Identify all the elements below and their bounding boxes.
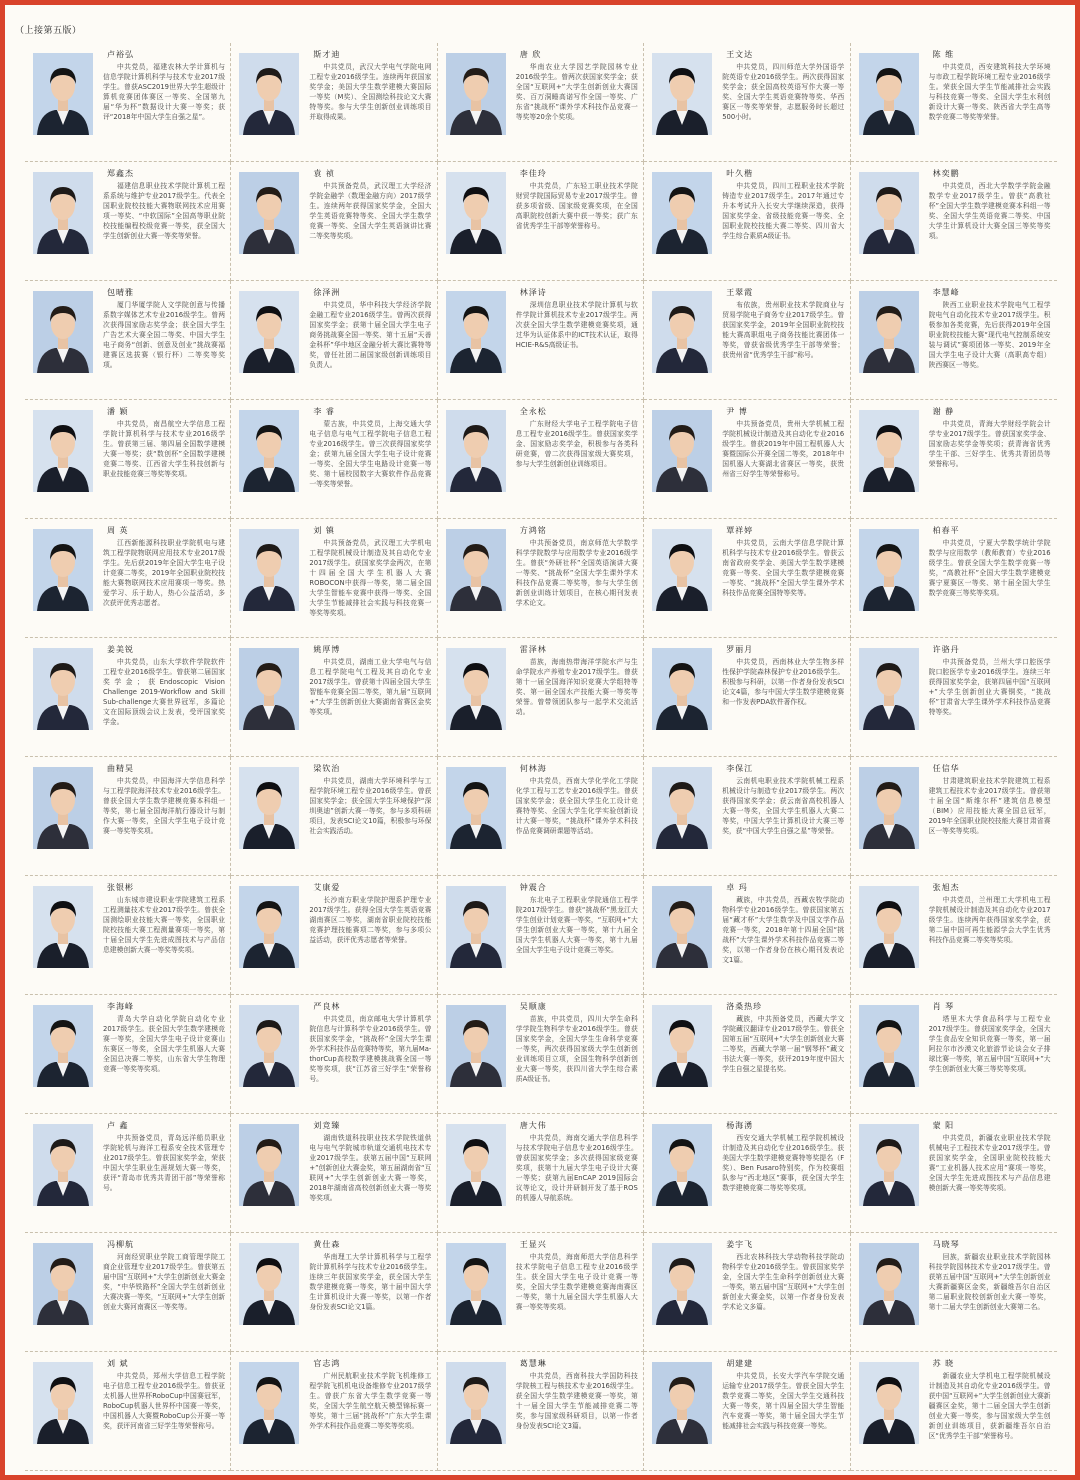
student-portrait <box>652 1005 712 1087</box>
student-bio: 中共党员，四川师范大学外国语学院英语专业2016级学生。两次获得国家奖学金；获全国高校英语写作大赛一等奖、全国大学生英语竞赛特等奖、华西赛区一等奖等荣誉，志愿服务时长超过500小时。 <box>722 63 845 121</box>
student-name: 吴顺康 <box>519 1002 547 1011</box>
student-portrait <box>859 53 919 135</box>
student-bio: 中共党员，南京邮电大学计算机学院信息与计算科学专业2016级学生。曾获国家奖学金，“挑战杯”全国大学生课外学术科技作品竞赛特等奖，第九届Ma-thorCup高校数学建模挑战赛全国一等奖等奖项，获“江苏省三好学生”荣誉称号。 <box>309 1015 432 1083</box>
student-bio: 华南农业大学园艺学院园林专业2016级学生。曾两次获国家奖学金；获全国“互联网+”大学生创新创业大赛国奖、百万洞睡高诺写作全国一等奖、广东省“挑战杯”课外学术科技作品竞赛一等奖等20余个奖项。 <box>515 63 638 121</box>
student-bio: 广东财经大学电子工程学院电子信息工程专业2016级学生。曾获国家奖学金、国家励志奖学金，积极参与各类科研竞赛，曾二次获得国家级大赛奖项，参与大学生创新创业训练项目。 <box>515 420 638 468</box>
student-portrait <box>652 410 712 492</box>
student-card <box>438 281 644 400</box>
student-card <box>25 1352 231 1471</box>
student-bio: 东北电子工程职业学院通信工程学院2017级学生。曾获“挑战杯”黑龙江大学生创业计划竞赛一等奖，“互联网+”大学生创新创业大赛一等奖，第十九届全国大学生机器人大赛一等奖，第十九届全国大学生电子设计竞赛三等奖。 <box>515 896 638 954</box>
student-bio: 中共预备党员，武汉理工大学机电工程学院机械设计制造及其自动化专业2017级学生。获国家奖学金两次，在第十四届全国大学生机器人大赛ROBOCON中获得一等奖，第二届全国大学生智能车竞赛中获得一等奖、全国大学生节能减排社会实践与科技竞赛一等奖等奖项。 <box>309 539 432 617</box>
student-card <box>231 1233 437 1352</box>
student-bio: 山东城市建设职业学院建筑工程系工程测量技术专业2017级学生。曾获全国测绘职业技能大赛一等奖，全国职业院校技能大赛工程测量赛项一等奖，第十届全国大学生先进成图技术与产品信息建模创新大赛一等奖等奖项。 <box>103 896 225 954</box>
student-bio: 新疆农业大学机电工程学院机械设计制造及其自动化专业2016级学生。曾获中国“互联网+”大学生创新创业大赛新疆赛区金奖，第十二届全国大学生创新创业大赛一等奖，参与国家级大学生创新创业训练项目，获新疆维吾尔自治区“优秀学生干部”荣誉称号。 <box>928 1372 1051 1440</box>
student-name: 姜美锐 <box>107 645 134 654</box>
student-card <box>644 162 850 281</box>
student-card <box>644 995 850 1114</box>
student-card <box>438 1114 644 1233</box>
student-bio: 回族，新疆农业职业技术学院园林科技学院园林技术专业2017级学生。曾获第五届中国“互联网+”大学生创新创业大赛新疆赛区金奖，新疆维吾尔自治区第二届职业院校创新创业大赛一等奖，第十二届大学生创新创业大赛第二名。 <box>928 1253 1051 1311</box>
student-bio: 中共党员，兰州理工大学机电工程学院机械设计制造及其自动化专业2017级学生。连续两年获得国家奖学金，获第二届中国可再生能源学会大学生优秀科技作品竞赛二等奖等奖项。 <box>928 896 1051 944</box>
student-card <box>25 281 231 400</box>
student-card <box>25 1114 231 1233</box>
student-portrait <box>859 767 919 849</box>
student-bio: 中共预备党员，武汉理工大学经济学院金融学（数理金融方向）2017级学生。连续两年获得国家奖学金，全国大学生英语竞赛特等奖、全国大学生数学竞赛一等奖、全国大学生英语演讲比赛二等奖等奖项。 <box>309 182 432 240</box>
student-bio: 中共预备党员，贵州大学机械工程学院机械设计制造及其自动化专业2016级学生。曾获2019年中国工程机器人大赛暨国际公开赛全国二等奖，2018年中国机器人大赛湖北省赛区一等奖，获贵州省三好学生等荣誉称号。 <box>722 420 845 478</box>
student-card <box>231 757 437 876</box>
student-name: 唐 欣 <box>519 50 542 59</box>
student-name: 张银彬 <box>107 883 134 892</box>
student-name: 肖 琴 <box>932 1002 955 1011</box>
student-portrait <box>652 767 712 849</box>
student-card <box>231 995 437 1114</box>
student-bio: 中共党员，西北大学数学学院金融数学专业2017级学生。曾获“高教社杯”全国大学生数学建模竞赛本科组一等奖、全国大学生英语竞赛二等奖、中国大学生计算机设计大赛全国三等奖等奖项。 <box>928 182 1051 240</box>
student-portrait <box>239 1243 299 1325</box>
student-name: 官志鸿 <box>313 1359 341 1368</box>
student-card <box>851 638 1057 757</box>
student-bio: 中共党员，山东大学软件学院软件工程专业2016级学生。曾获第二届国家奖学金；获Endoscopic Vision Challenge 2019-Workflow and Skill Sub-challenge大赛世界冠军，多篇论文在国际顶级会议上发表，受评国家奖学金。 <box>103 658 225 726</box>
student-card <box>851 1114 1057 1233</box>
student-portrait <box>652 648 712 730</box>
student-name: 尹 博 <box>726 407 748 416</box>
student-portrait <box>859 529 919 611</box>
student-portrait <box>652 1243 712 1325</box>
student-card <box>25 519 231 638</box>
student-card <box>438 995 644 1114</box>
student-name: 潘 颖 <box>107 407 129 416</box>
student-bio: 中共党员，四川工程职业技术学院铸造专业2017级学生。2017年通过专升本考试升入长安大学继续深造，获得国家奖学金、省级技能竞赛一等奖、全国职业院校技能大赛二等奖、四川省大学生综合素质A级证书。 <box>722 182 845 240</box>
student-portrait <box>446 172 506 254</box>
student-name: 包晴雅 <box>107 288 134 297</box>
student-name: 杨海湧 <box>726 1121 754 1130</box>
student-bio: 苗族，中共党员，四川大学生命科学学院生物科学专业2016级学生。曾获国家奖学金，全国大学生生命科学竞赛一等奖，两次获得国家级大学生创新创业训练项目立项，全国生物科学创新创业大赛一等奖，获四川省大学生综合素质A级证书。 <box>515 1015 638 1083</box>
student-bio: 中共党员，南昌航空大学信息工程学院计算机科学与技术专业2016级学生。曾获第三届、第四届全国数学建模大赛一等奖；获“数创杯”全国数学建模竞赛二等奖、江西省大学生科技创新与职业技能竞赛三等奖等奖项。 <box>103 420 225 478</box>
student-name: 王翠霞 <box>726 288 754 297</box>
student-name: 梁钦治 <box>313 764 341 773</box>
student-card <box>851 281 1057 400</box>
student-card <box>231 519 437 638</box>
student-bio: 长沙南方职业学院护理系护理专业2017级学生。获得全国大学生英语竞赛湖南赛区二等奖，湖南省职业院校技能竞赛护理技能赛项二等奖，参与多项公益活动，获评优秀志愿者等荣誉。 <box>309 896 432 944</box>
student-portrait <box>33 172 93 254</box>
student-name: 卢 鑫 <box>107 1121 129 1130</box>
student-name: 姜宇飞 <box>726 1240 754 1249</box>
student-portrait <box>652 886 712 968</box>
student-portrait <box>446 648 506 730</box>
student-name: 冯柳航 <box>107 1240 134 1249</box>
student-bio: 中共党员，中国海洋大学信息科学与工程学院海洋技术专业2016级学生。曾获全国大学生数学建模竞赛本科组一等奖，第七届全国海洋航行器设计与制作大赛一等奖，全国大学生电子设计竞赛一等奖等奖项。 <box>103 777 225 835</box>
student-bio: 厦门华厦学院人文学院创意与传播系数字媒体艺术专业2016级学生。曾两次获得国家励志奖学金；获全国大学生广告艺术大赛全国二等奖、中国大学生电子商务“创新、创意及创业”挑战赛福建赛区选拔赛（银行杯）二等奖等奖项。 <box>103 301 225 369</box>
student-portrait <box>33 1005 93 1087</box>
student-card <box>851 995 1057 1114</box>
student-bio: 中共党员，湖南工业大学电气与信息工程学院电气工程及其自动化专业2017级学生。曾获第十四届全国大学生智能车竞赛全国二等奖，第九届“互联网+”大学生创新创业大赛湖南省赛区金奖等奖项。 <box>309 658 432 716</box>
student-bio: 西安交通大学机械工程学院机械设计制造及其自动化专业2016级学生。获美国大学生数学建模竞赛特等奖提名（F奖）、Ben Fusaro特别奖，作为校赛组队参与“西北地区”赛事，获全国大学生数学建模竞赛二等奖等奖项。 <box>722 1134 845 1192</box>
student-card <box>644 1114 850 1233</box>
student-name: 方鸿铭 <box>519 526 547 535</box>
student-card <box>644 1233 850 1352</box>
student-name: 刘 镇 <box>313 526 335 535</box>
student-card <box>25 162 231 281</box>
student-portrait <box>446 886 506 968</box>
student-name: 林奕鹏 <box>932 169 960 178</box>
student-bio: 藏族，中共预备党员，西藏大学文学院藏汉翻译专业2017级学生。曾获全国第五届“互联网+”大学生创新创业大赛二等奖，西藏大学第一届“钢琴杯”藏文书法大赛一等奖，获评2019年度中国大学生自强之星提名奖。 <box>722 1015 845 1073</box>
student-portrait <box>239 1362 299 1444</box>
student-name: 刘竞臻 <box>313 1121 341 1130</box>
student-card <box>231 1114 437 1233</box>
student-portrait <box>652 172 712 254</box>
student-card <box>25 995 231 1114</box>
student-card <box>644 43 850 162</box>
student-portrait <box>859 886 919 968</box>
student-name: 曲精昊 <box>107 764 134 773</box>
student-card <box>25 638 231 757</box>
student-portrait <box>652 529 712 611</box>
student-portrait <box>239 53 299 135</box>
student-card <box>231 162 437 281</box>
student-bio: 蒙古族，中共党员，上海交通大学电子信息与电气工程学院电子信息工程专业2016级学生。曾三次获得国家奖学金；获第九届全国大学生电子设计竞赛一等奖、全国大学生电路设计竞赛一等奖、第十届校园数字大赛软件作品竞赛一等奖等荣誉。 <box>309 420 432 488</box>
student-portrait <box>239 529 299 611</box>
student-name: 马晓琴 <box>932 1240 960 1249</box>
student-portrait <box>239 1124 299 1206</box>
student-bio: 中共预备党员，南京师范大学数学科学学院数学与应用数学专业2016级学生。曾获“外研社杯”全国英语演讲大赛一等奖、“挑战杯”全国大学生课外学术科技作品竞赛二等奖等，参与大学生创新创业训练计划项目，在核心期刊发表学术论文。 <box>515 539 638 607</box>
student-name: 王显兴 <box>519 1240 547 1249</box>
student-bio: 中共党员，海南交通大学信息科学与技术学院电子信息专业2016级学生。曾获国家奖学金；多次获得国家级竞赛奖项，获第十九届大学生电子设计大赛一等奖；获第九届EnCAP 2019国际会议等论文，设计并研制开发了基于ROS的机器人导航系统。 <box>515 1134 638 1202</box>
student-card <box>231 1352 437 1471</box>
student-portrait <box>446 291 506 373</box>
student-card <box>644 757 850 876</box>
student-card <box>25 400 231 519</box>
student-card <box>438 519 644 638</box>
student-bio: 中共党员，西安建筑科技大学环境与市政工程学院环境工程专业2016级学生。荣获全国大学生节能减排社会实践与科技竞赛一等奖、全国大学生水利创新设计大赛一等奖、陕西省大学生高等数学竞赛二等奖等荣誉。 <box>928 63 1051 121</box>
student-name: 李慧峰 <box>932 288 960 297</box>
student-card <box>644 400 850 519</box>
student-name: 覃祥婷 <box>726 526 754 535</box>
student-card <box>438 43 644 162</box>
student-card <box>231 638 437 757</box>
student-card <box>438 876 644 995</box>
student-bio: 中共党员，西南大学化学化工学院化学工程与工艺专业2016级学生。曾获国家奖学金；获全国大学生化工设计竞赛特等奖、全国大学生化学实验创新设计大赛一等奖，“挑战杯”课外学术科技作品竞赛调研课题等活动。 <box>515 777 638 835</box>
student-card <box>25 757 231 876</box>
student-bio: 布依族，贵州职业技术学院商业与贸易学院电子商务专业2017级学生。曾获国家奖学金，2019年全国职业院校技能大赛高职组电子商务技能比赛团体一等奖，曾获省级优秀学生干部等荣誉；获贵州省“优秀学生干部”称号。 <box>722 301 845 359</box>
student-card <box>851 757 1057 876</box>
student-name: 姚厚博 <box>313 645 341 654</box>
student-portrait <box>859 172 919 254</box>
student-card <box>438 400 644 519</box>
student-bio: 中共党员，华中科技大学经济学院金融工程专业2016级学生。曾两次获得国家奖学金；获第十届全国大学生电子商务挑战赛全国一等奖、第十五届“天善金科杯”华中地区金融分析大赛比赛特等奖，曾任社团二届国家级创新训练项目负责人。 <box>309 301 432 369</box>
student-portrait <box>446 1005 506 1087</box>
student-portrait <box>446 410 506 492</box>
student-name: 谢 静 <box>932 407 955 416</box>
student-name: 袁 祯 <box>313 169 335 178</box>
student-name: 洛桑热珍 <box>726 1002 763 1011</box>
student-portrait <box>33 53 93 135</box>
student-bio: 中共党员，青海大学财经学院会计学专业2017级学生。曾获国家奖学金、国家励志奖学金等奖项；获青海省优秀学生干部、三好学生、优秀共青团员等荣誉称号。 <box>928 420 1051 468</box>
student-card <box>851 400 1057 519</box>
student-card <box>644 876 850 995</box>
student-portrait <box>33 529 93 611</box>
student-name: 林泽诗 <box>519 288 547 297</box>
student-bio: 中共预备党员，青岛远洋船员职业学院轮机与海洋工程系安全技术管理专业2017级学生。曾获国家奖学金，荣获中国大学生职业生涯规划大赛一等奖，获评“青岛市优秀共青团干部”等荣誉称号。 <box>103 1134 225 1192</box>
student-bio: 塔里木大学食品科学与工程专业2017级学生。曾获国家奖学金，全国大学生食品安全知识竞赛一等奖，第一届阿拉尔市沙漠文化旅游节论谈会女子排球比赛一等奖，第五届中国“互联网+”大学生创新创业大赛三等奖等奖项。 <box>928 1015 1051 1073</box>
student-card <box>231 281 437 400</box>
student-bio: 中共党员，宁夏大学数学统计学院数学与应用数学（教师教育）专业2016级学生。曾获全国大学生数学竞赛一等奖，“高教社杯”全国大学生数学建模竞赛宁夏赛区一等奖、第十届全国大学生数学竞赛三等奖等奖项。 <box>928 539 1051 597</box>
student-portrait <box>239 1005 299 1087</box>
student-card <box>851 519 1057 638</box>
student-bio: 湖南铁道科技职业技术学院铁道供电与电气学院城市轨道交通机电技术专业2017级学生。获第五届中国“互联网+”创新创业大赛金奖，第五届湖南省“互联网+”大学生创新创业大赛一等奖，2018年湖南省高校创新创业大赛一等奖等奖项。 <box>309 1134 432 1202</box>
student-card <box>25 43 231 162</box>
student-portrait <box>33 291 93 373</box>
student-bio: 中共党员，西南林业大学生物多样性保护学院森林保护专业2016级学生。积极参与科研，以第一作者身份发表SCI论文4篇，参与中国大学生数学建模竞赛和一作发表PDA软件著作权。 <box>722 658 845 706</box>
student-portrait <box>33 1124 93 1206</box>
student-portrait <box>239 648 299 730</box>
student-name: 郑鑫杰 <box>107 169 134 178</box>
student-name: 任信华 <box>932 764 960 773</box>
student-card <box>851 1233 1057 1352</box>
student-portrait <box>446 529 506 611</box>
student-portrait <box>446 53 506 135</box>
student-name: 罗丽月 <box>726 645 754 654</box>
student-name: 陈 维 <box>932 50 955 59</box>
student-portrait <box>859 291 919 373</box>
student-name: 严良林 <box>313 1002 341 1011</box>
student-card <box>438 1352 644 1471</box>
student-name: 何林海 <box>519 764 547 773</box>
student-portrait <box>33 767 93 849</box>
student-bio: 青岛大学自动化学院自动化专业2017级学生。获全国大学生数学建模竞赛一等奖，全国大学生电子设计竞赛山东赛区一等奖，全国大学生机器人大赛全国总决赛二等奖，山东省大学生物理竞赛一等奖等奖项。 <box>103 1015 225 1073</box>
student-card <box>644 1352 850 1471</box>
student-bio: 中共党员，海南师范大学信息科学技术学院电子信息工程专业2016级学生。获全国大学生电子设计竞赛一等奖，全国大学生数学建模竞赛海南赛区一等奖，第十九届全国大学生机器人大赛一等奖等奖项。 <box>515 1253 638 1311</box>
student-portrait <box>239 172 299 254</box>
student-card <box>231 400 437 519</box>
student-bio: 中共党员，武汉大学电气学院电网工程专业2016级学生。连续两年获国家奖学金；美国大学生数学建模大赛国际一等奖（M奖）、全国测绘科技论文大赛特等奖。参与大学生创新创业训练项目并取得成果。 <box>309 63 432 121</box>
student-name: 卢裕弘 <box>107 50 134 59</box>
student-bio: 西北农林科技大学动物科技学院动物科学专业2016级学生。曾获国家奖学金，全国大学生生命科学创新创业大赛一等奖，第五届中国“互联网+”大学生创新创业大赛金奖，以第一作者身份发表学术论文多篇。 <box>722 1253 845 1311</box>
page-continuation-label: （上接第五版） <box>15 26 82 36</box>
student-portrait <box>33 410 93 492</box>
student-portrait <box>859 410 919 492</box>
student-bio: 甘肃建筑职业技术学院建筑工程系建筑工程技术专业2017级学生。曾获第十届全国“斯维尔杯”建筑信息模型（BIM）应用技能大赛全国总冠军，2019年全国职业院校技能大赛甘肃省赛区一等奖等奖项。 <box>928 777 1051 835</box>
student-bio: 中共党员，西南科技大学国防科技学院核工程与核技术专业2016级学生。获全国大学生数学建模竞赛一等奖，第十一届全国大学生节能减排竞赛二等奖，参与国家级科研项目，以第一作者身份发表SCI论文3篇。 <box>515 1372 638 1430</box>
student-bio: 云南机电职业技术学院机械工程系机械设计与制造专业2017级学生。两次获得国家奖学金；获云南省高校机器人大赛一等奖，全国大学生机器人大赛二等奖，中国大学生计算机设计大赛三等奖，获“中国大学生自强之星”等荣誉。 <box>722 777 845 835</box>
student-name: 周 英 <box>107 526 129 535</box>
student-name: 叶久楷 <box>726 169 754 178</box>
student-name: 李保江 <box>726 764 754 773</box>
student-card <box>231 43 437 162</box>
student-card <box>25 1233 231 1352</box>
student-profile-grid <box>25 43 1057 1471</box>
student-portrait <box>239 291 299 373</box>
student-portrait <box>33 1362 93 1444</box>
student-bio: 中共党员，湖南大学环境科学与工程学院环境工程专业2016级学生。曾获国家奖学金；获全国大学生环境保护“深圳奥迪”创新大赛一等奖，参与多项科研项目，发表SCI论文10篇，积极参与环保社会实践活动。 <box>309 777 432 835</box>
student-portrait <box>33 648 93 730</box>
student-portrait <box>33 886 93 968</box>
student-card <box>438 757 644 876</box>
student-name: 艾康爱 <box>313 883 341 892</box>
student-name: 王文达 <box>726 50 754 59</box>
student-bio: 中共党员，福建农林大学计算机与信息学院计算机科学与技术专业2017级学生。曾获ASC2019世界大学生超级计算机竞赛团体赛区一等奖、全国第九届“华为杯”数据设计大赛一等奖；获评“2018年中国大学生自强之星”。 <box>103 63 225 121</box>
student-name: 胡建建 <box>726 1359 754 1368</box>
student-bio: 中共党员，云南大学信息学院计算机科学与技术专业2016级学生。曾获云南省政府奖学金、美国大学生数学建模竞赛一等奖、全国大学生数学建模竞赛一等奖、“挑战杯”全国大学生课外学术科技作品竞赛全国特等奖等。 <box>722 539 845 597</box>
student-name: 黄仕森 <box>313 1240 341 1249</box>
student-bio: 福建信息职业技术学院计算机工程系系统与维护专业2017级学生。代表全国职业院校技能大赛物联网技术应用赛项一等奖、“中软国际”全国高等职业院校技能编程校级竞赛一等奖，获全国大学生创新创业大赛一等奖等荣誉。 <box>103 182 225 240</box>
student-bio: 深圳信息职业技术学院计算机与软件学院计算机技术专业2017级学生。两次获全国大学生数学建模竞赛奖项，通过华为认证体系中的ICT技术认证，取得HCIE-R&S高级证书。 <box>515 301 638 349</box>
student-card <box>851 162 1057 281</box>
student-portrait <box>239 767 299 849</box>
student-card <box>644 281 850 400</box>
student-name: 雷泽林 <box>519 645 547 654</box>
student-portrait <box>446 1124 506 1206</box>
student-card <box>438 1233 644 1352</box>
student-bio: 广州民航职业技术学院飞机维修工程学院飞机机电设备维修专业2017级学生。曾获广东省大学生数学竞赛一等奖，全国大学生航空航天模型锦标赛一等奖，第十三届“挑战杯”广东大学生课外学术科技作品竞赛二等奖等奖项。 <box>309 1372 432 1430</box>
student-bio: 江西新能源科技职业学院机电与建筑工程学院物联网应用技术专业2017级学生。先后获2019年全国大学生电子设计竞赛二等奖，2019年全国职业院校技能大赛物联网技术应用赛项一等奖。热爱学习、乐于助人，热心公益活动，多次获评优秀志愿者。 <box>103 539 225 607</box>
student-name: 葛慧琳 <box>519 1359 547 1368</box>
student-portrait <box>652 291 712 373</box>
student-portrait <box>239 410 299 492</box>
student-card <box>851 1352 1057 1471</box>
student-portrait <box>859 1362 919 1444</box>
student-name: 许骆丹 <box>932 645 960 654</box>
student-name: 徐泽洲 <box>313 288 341 297</box>
student-bio: 华南理工大学计算机科学与工程学院计算机科学与技术专业2016级学生。连续三年获国家奖学金，获全国大学生数学建模竞赛一等奖，第十届中国大学生计算机设计大赛一等奖，以第一作者身份发表SCI论文1篇。 <box>309 1253 432 1311</box>
student-name: 李佳玲 <box>519 169 547 178</box>
student-bio: 陕西工业职业技术学院电气工程学院电气自动化技术专业2017级学生。积极参加各类竞赛，先后获得2019年全国职业院校技能大赛“现代电气控制系统安装与调试”赛项团体一等奖、2019年全国大学生电子设计大赛（高职高专组）陕西赛区一等奖。 <box>928 301 1051 369</box>
student-portrait <box>859 1124 919 1206</box>
student-name: 卓 玛 <box>726 883 748 892</box>
student-card <box>438 162 644 281</box>
student-bio: 中共党员，郑州大学信息工程学院电子信息工程专业2016级学生。曾获亚太机器人世界杯RoboCup中国赛冠军，RoboCup机器人世界杯中国赛一等奖，中国机器人大赛暨RoboCup公开赛一等奖，获评河南省三好学生等荣誉称号。 <box>103 1372 225 1430</box>
student-portrait <box>652 1124 712 1206</box>
student-name: 钟震合 <box>519 883 547 892</box>
student-name: 李 睿 <box>313 407 335 416</box>
student-name: 苏 晓 <box>932 1359 955 1368</box>
student-bio: 藏族，中共党员，西藏农牧学院动物科学专业2016级学生。曾获国家第五届“藏才杯”大学生数学及中国文学作品竞赛一等奖，2018年第十四届全国“挑战杯”大学生课外学术科技作品竞赛二等奖，以第一作者身份在核心期刊发表论文1篇。 <box>722 896 845 964</box>
student-card <box>644 638 850 757</box>
student-card <box>644 519 850 638</box>
student-bio: 中共党员，长安大学汽车学院交通运输专业2017级学生。曾获全国大学生数学竞赛二等奖，全国大学生交通科技大赛一等奖，第十四届全国大学生智能汽车竞赛一等奖，第十届全国大学生节能减排社会实践与科技竞赛一等奖。 <box>722 1372 845 1430</box>
student-name: 蒙 阳 <box>932 1121 955 1130</box>
student-bio: 中共党员，广东轻工职业技术学院财贸学院国际贸易专业2017级学生。曾获多项省级、国家级竞赛奖项，在全国高职院校创新大赛中获一等奖；获广东省优秀学生干部等荣誉称号。 <box>515 182 638 230</box>
student-card <box>851 43 1057 162</box>
student-portrait <box>652 53 712 135</box>
student-bio: 中共预备党员，兰州大学口腔医学院口腔医学专业2016级学生。连续三年获得国家奖学金，获第四届中国“互联网+”大学生创新创业大赛铜奖，“挑战杯”甘肃省大学生课外学术科技作品竞赛特等奖。 <box>928 658 1051 716</box>
student-portrait <box>859 648 919 730</box>
student-name: 张旭杰 <box>932 883 960 892</box>
student-card <box>231 876 437 995</box>
student-card <box>438 638 644 757</box>
student-portrait <box>859 1005 919 1087</box>
student-card <box>25 876 231 995</box>
student-bio: 河南经贸职业学院工商管理学院工商企业管理专业2017级学生。曾获第五届中国“互联网+”大学生创新创业大赛金奖，“中华铁路杯”全国大学生创新创业大赛决赛一等奖，“互联网+”大学生创新创业大赛河南赛区一等奖等。 <box>103 1253 225 1311</box>
student-name: 斯才迪 <box>313 50 341 59</box>
student-portrait <box>446 1243 506 1325</box>
student-portrait <box>652 1362 712 1444</box>
student-name: 李海峰 <box>107 1002 134 1011</box>
student-bio: 中共党员，新疆农业职业技术学院机械电子工程技术专业2017级学生。曾获国家奖学金，全国职业院校技能大赛“工业机器人技术应用”赛项一等奖，全国大学生先进成图技术与产品信息建模创新大赛一等奖等奖项。 <box>928 1134 1051 1192</box>
student-portrait <box>859 1243 919 1325</box>
student-name: 唐大伟 <box>519 1121 547 1130</box>
student-card <box>851 876 1057 995</box>
student-name: 全永松 <box>519 407 547 416</box>
student-name: 柏春平 <box>932 526 960 535</box>
student-bio: 苗族，海南热带海洋学院水产与生命学院水产养殖专业2017级学生。曾获第十一届全国海洋知识竞赛大学组特等奖、第一届全国水产技能大赛一等奖等荣誉。曾带领团队参与一起学术交流活动。 <box>515 658 638 716</box>
student-portrait <box>446 767 506 849</box>
student-name: 刘 斌 <box>107 1359 129 1368</box>
student-portrait <box>446 1362 506 1444</box>
student-portrait <box>239 886 299 968</box>
student-portrait <box>33 1243 93 1325</box>
